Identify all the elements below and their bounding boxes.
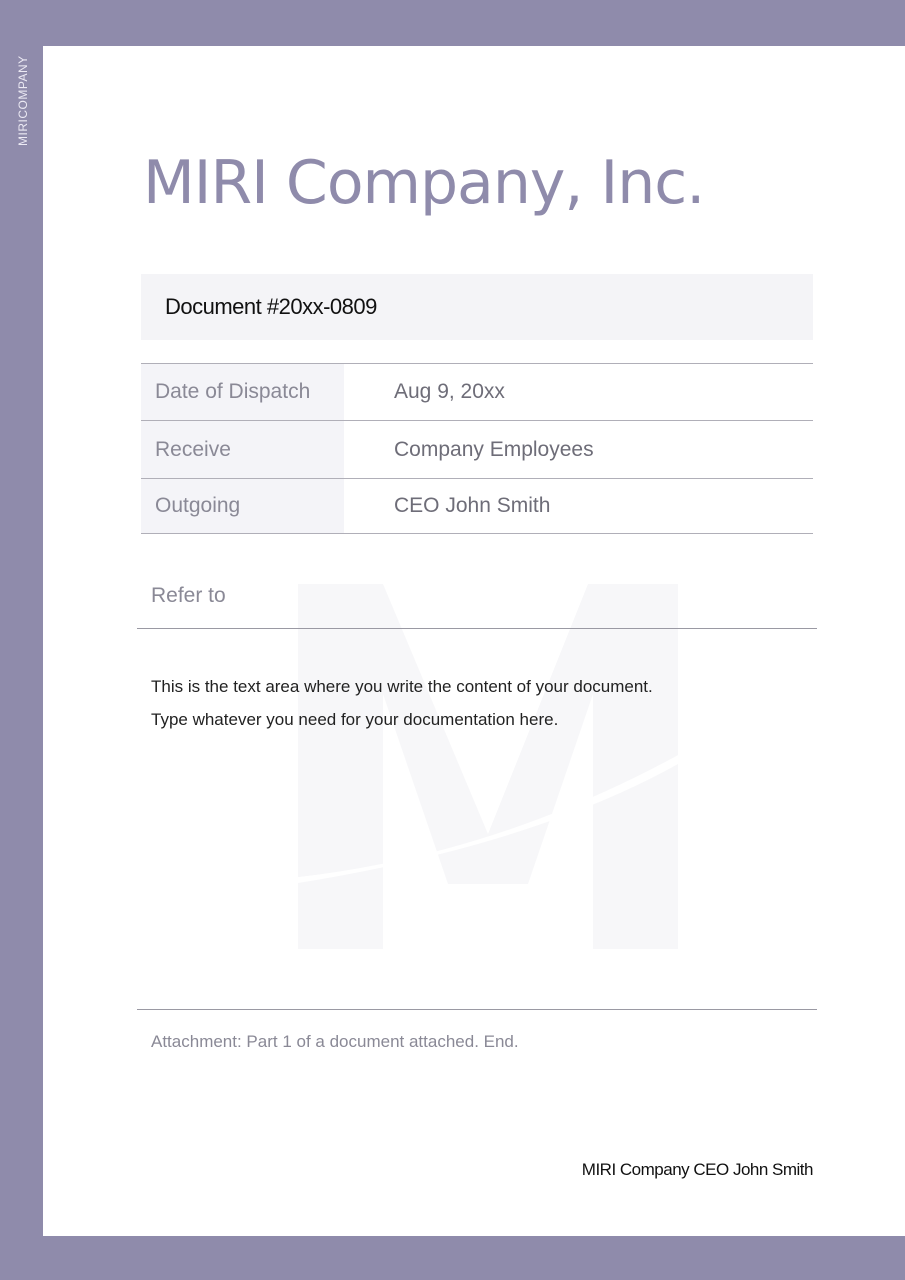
info-label: Outgoing [141, 479, 344, 533]
info-table [141, 363, 813, 534]
info-value: CEO John Smith [394, 494, 551, 517]
document-body [151, 670, 653, 736]
info-value: Aug 9, 20xx [394, 380, 505, 403]
body-line: Type whatever you need for your documentation here. [151, 710, 559, 729]
info-row-outgoing [141, 479, 813, 534]
document-page [43, 46, 905, 1236]
info-label: Date of Dispatch [141, 364, 344, 420]
info-value: Company Employees [394, 437, 594, 461]
company-title: MIRI Company, Inc. [143, 148, 705, 218]
refer-to-heading: Refer to [137, 584, 817, 629]
info-row-receive [141, 421, 813, 479]
body-line: This is the text area where you write the content of your document. [151, 677, 653, 696]
signature: MIRI Company CEO John Smith [581, 1160, 813, 1179]
attachment-note: Attachment: Part 1 of a document attached. End. [137, 1009, 817, 1074]
info-row-dispatch [141, 364, 813, 421]
info-label: Receive [141, 421, 344, 478]
m-logo-watermark [298, 584, 678, 949]
side-brand-label: MIRICOMPANY [16, 55, 30, 146]
document-number: Document #20xx-0809 [141, 274, 813, 340]
